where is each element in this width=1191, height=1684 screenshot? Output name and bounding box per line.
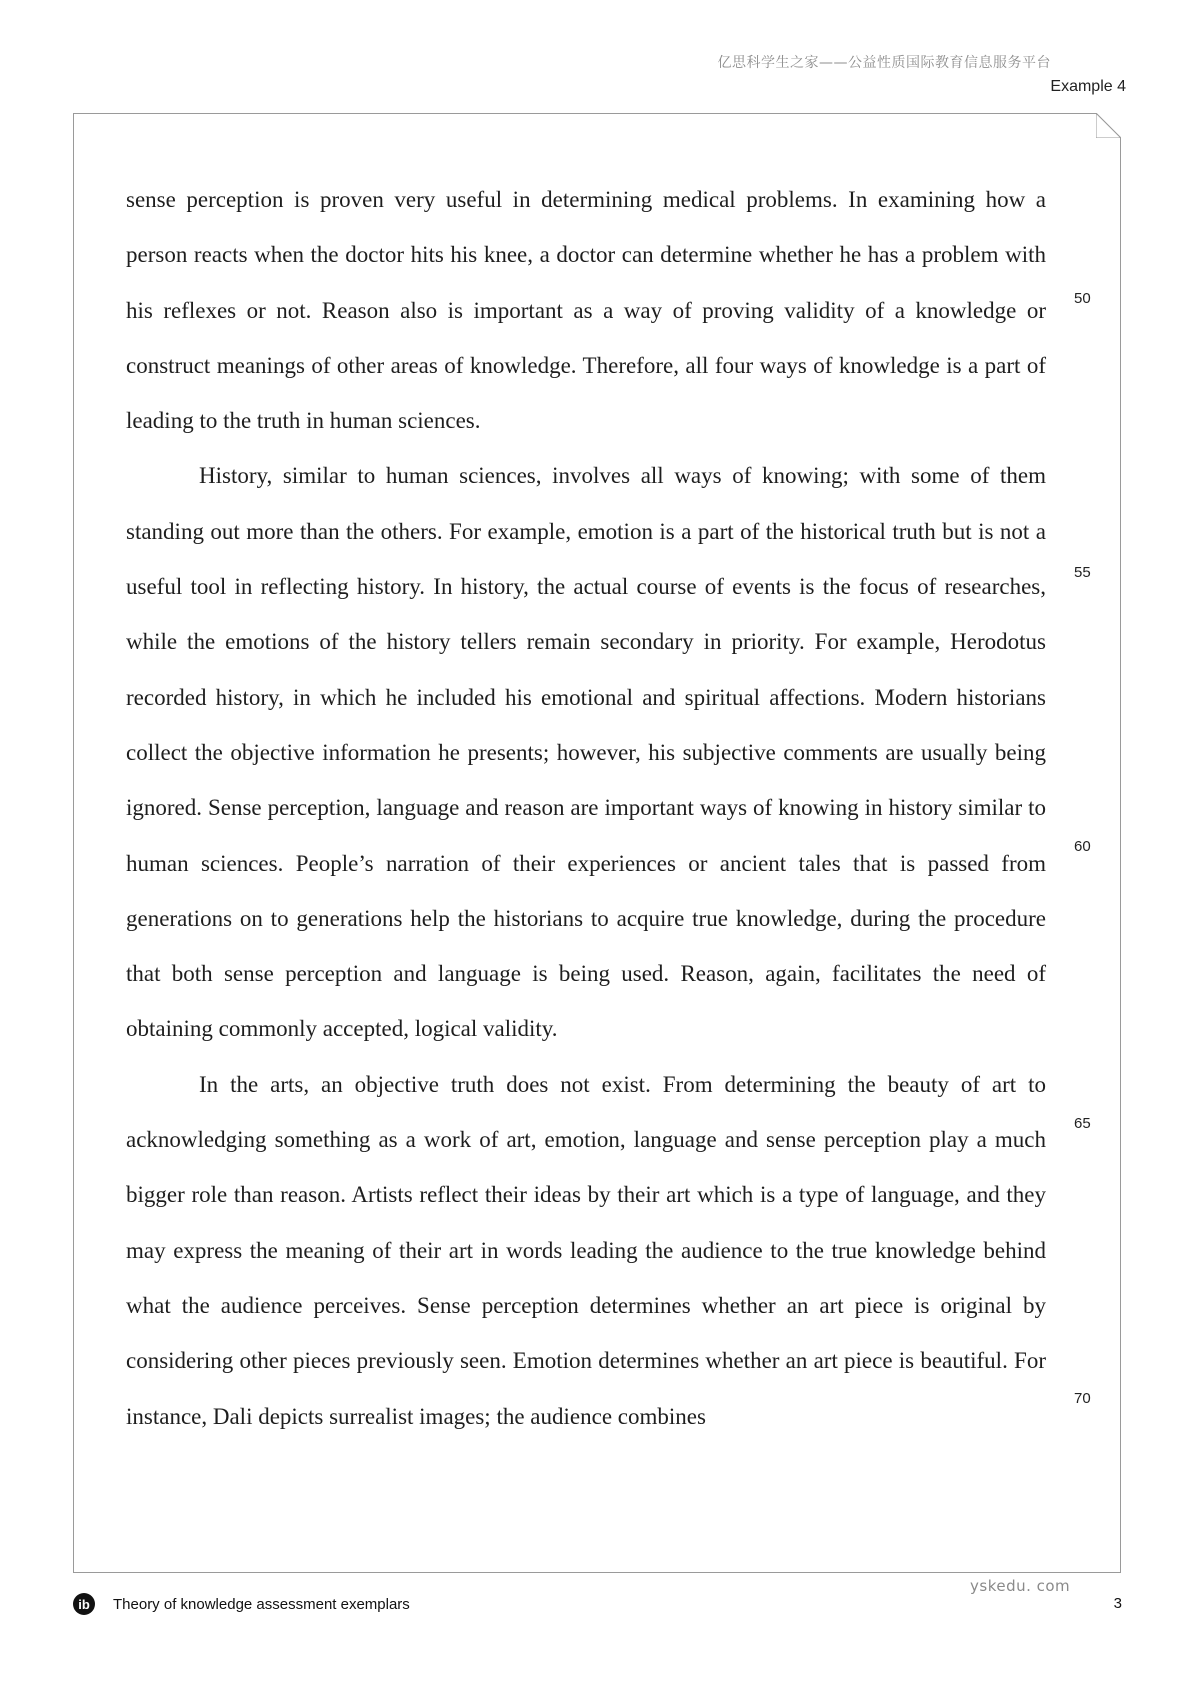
line-number: 50 xyxy=(1074,290,1091,307)
essay-paragraph: sense perception is proven very useful in determining medical problems. In examining how a person reacts when the doctor hits his knee, a doctor can determine whether he has a problem with his reflexes or not. Reason also is important as a way of proving validity of a knowledge or construct meanings of other areas of knowledge. Therefore, all four ways of knowledge is a part of leading to the truth in human sciences. xyxy=(126,187,1046,434)
ib-logo-icon: ib xyxy=(73,1593,95,1615)
line-number: 60 xyxy=(1074,838,1091,855)
page-corner-fold-icon xyxy=(1096,113,1121,138)
watermark: yskedu. com xyxy=(970,1577,1071,1595)
site-header: 亿思科学生之家——公益性质国际教育信息服务平台 xyxy=(717,55,1051,71)
line-number: 70 xyxy=(1074,1390,1091,1407)
line-number: 55 xyxy=(1074,564,1091,581)
essay-paragraph: In the arts, an objective truth does not exist. From determining the beauty of art to acknowledging something as a work of art, emotion, language and sense perception play a much bigger role than reason. Artists reflect their ideas by their art which is a type of language, and they may express the meaning of their art in words leading the audience to the true knowledge behind what the audience perceives. Sense perception determines whether an art piece is original by considering other pieces previously seen. Emotion determines whether an art piece is beautiful. For instance, Dali depicts surrealist images; the audience combines xyxy=(126,1071,1046,1429)
example-label: Example 4 xyxy=(1050,78,1126,95)
footer xyxy=(73,1593,410,1615)
essay-paragraph: History, similar to human sciences, involves all ways of knowing; with some of them standing out more than the others. For example, emotion is a part of the historical truth but is not a useful tool in reflecting history. In history, the actual course of events is the focus of researches, while the emotions of the history tellers remain secondary in priority. For example, Herodotus recorded history, in which he included his emotional and spiritual affections. Modern historians collect the objective information he presents; however, his subjective comments are usually being ignored. Sense perception, language and reason are important ways of knowing in history similar to human sciences. People’s narration of their experiences or ancient tales that is passed from generations on to generations help the historians to acquire true knowledge, during the procedure that both sense perception and language is being used. Reason, again, facilitates the need of obtaining commonly accepted, logical validity. xyxy=(126,463,1046,1042)
essay-text xyxy=(126,172,1046,1444)
line-number: 65 xyxy=(1074,1115,1091,1132)
page-number: 3 xyxy=(1113,1595,1122,1612)
footer-title: Theory of knowledge assessment exemplars xyxy=(113,1595,410,1613)
